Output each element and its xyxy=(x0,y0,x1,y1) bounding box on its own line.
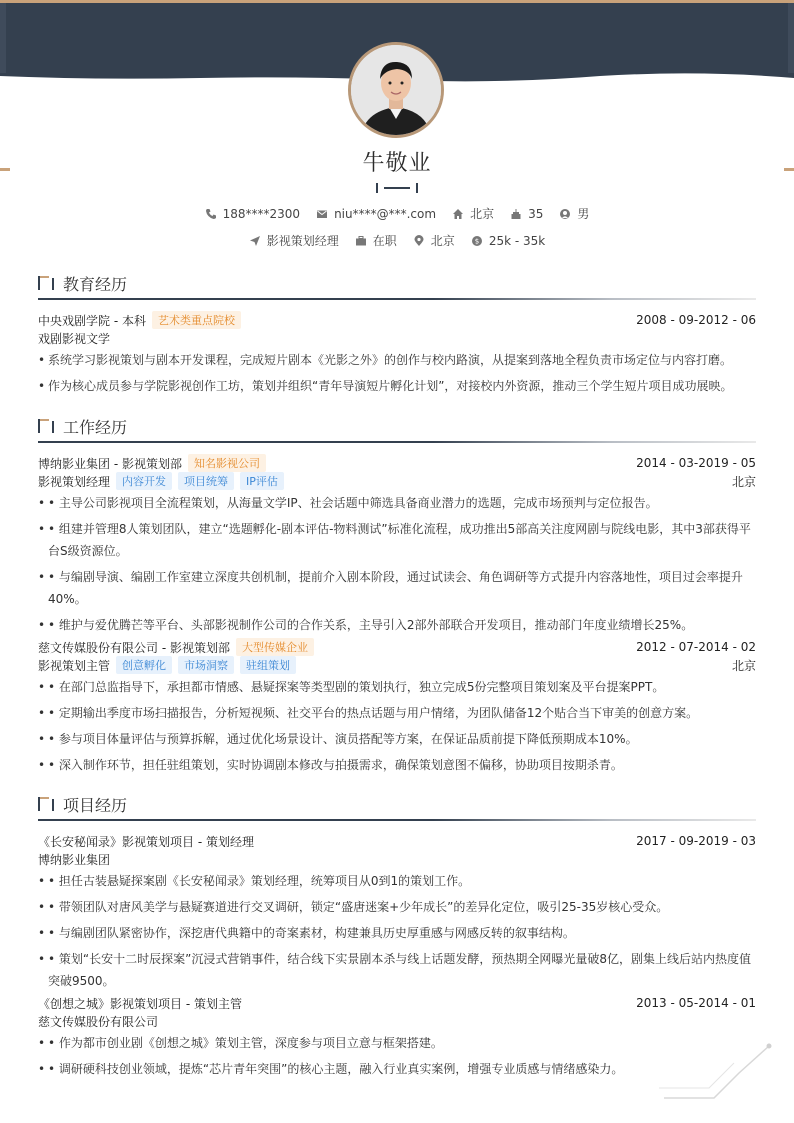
svg-text:$: $ xyxy=(474,237,480,245)
section-divider xyxy=(38,441,756,443)
target-city-item xyxy=(413,232,455,249)
avatar xyxy=(348,42,444,138)
avatar-portrait-icon xyxy=(351,45,441,135)
school-tag: 艺术类重点院校 xyxy=(152,311,241,329)
education-major: 戏剧影视文学 xyxy=(38,331,111,346)
section-mark-icon xyxy=(38,276,56,290)
section-projects-label: 项目经历 xyxy=(63,796,128,815)
company-name: 慈文传媒股份有限公司 - 影视策划部 xyxy=(38,640,230,655)
home-icon xyxy=(452,208,464,220)
work-date: 2012 - 07-2014 - 02 xyxy=(636,640,756,654)
gender-icon xyxy=(559,208,571,220)
salary-text: 25k - 35k xyxy=(488,233,546,248)
list-item: • • 策划“长安十二时辰探案”沉浸式营销事件，结合线下实景剧本杀与线上话题发酵，预热期全网曝光量破8亿，剧集上线后站内热度值突破9500。 xyxy=(38,948,756,992)
skill-tag: 创意孵化 xyxy=(116,656,172,674)
location-item xyxy=(452,205,494,222)
list-item: • 系统学习影视策划与剧本开发课程，完成短片剧本《光影之外》的创作与校内路演，从提案到落地全程负责市场定位与内容打磨。 xyxy=(38,349,756,371)
list-item: • 作为核心成员参与学院影视创作工坊，策划并组织“青年导演短片孵化计划”，对接校内外资源，推动三个学生短片项目成功展映。 xyxy=(38,375,756,397)
list-item: • • 与编剧导演、编剧工作室建立深度共创机制，提前介入剧本阶段，通过试读会、角色调研等方式提升内容落地性，项目过会率提升40%。 xyxy=(38,566,756,610)
project-title: 《创想之城》影视策划项目 - 策划主管 xyxy=(38,996,242,1011)
list-item: • • 在部门总监指导下，承担都市情感、悬疑探案等类型剧的策划执行，独立完成5份完整项目策划案及平台提案PPT。 xyxy=(38,676,756,698)
cake-icon xyxy=(510,208,522,220)
list-item: • • 带领团队对唐风美学与悬疑赛道进行交叉调研，锁定“盛唐迷案+少年成长”的差异化定位，吸引25-35岁核心受众。 xyxy=(38,896,756,918)
education-entry xyxy=(38,311,756,401)
phone-item xyxy=(205,207,300,221)
list-item: • • 深入制作环节，担任驻组策划，实时协调剧本修改与拍摄需求，确保策划意图不偏移，协助项目按期杀青。 xyxy=(38,754,756,776)
job-target-item xyxy=(249,232,339,249)
skill-tag: 市场洞察 xyxy=(178,656,234,674)
phone-icon xyxy=(205,208,217,220)
list-item: • • 与编剧团队紧密协作，深挖唐代典籍中的奇案素材，构建兼具历史厚重感与网感反转的叙事结构。 xyxy=(38,922,756,944)
project-date: 2017 - 09-2019 - 03 xyxy=(636,834,756,848)
section-work-title xyxy=(38,415,756,439)
project-entry xyxy=(38,994,756,1084)
section-work-label: 工作经历 xyxy=(63,418,128,437)
name-divider-ornament xyxy=(376,183,418,193)
section-mark-icon xyxy=(38,797,56,811)
skill-tag: 驻组策划 xyxy=(240,656,296,674)
job-intent-row xyxy=(0,232,794,249)
candidate-name: 牛敬业 xyxy=(362,151,432,176)
email-text: niu****@***.com xyxy=(334,206,437,221)
skill-tag: 内容开发 xyxy=(116,472,172,490)
list-item: • • 定期输出季度市场扫描报告，分析短视频、社交平台的热点话题与用户情绪，为团队储备12个贴合当下审美的创意方案。 xyxy=(38,702,756,724)
job-target-text: 影视策划经理 xyxy=(266,234,339,248)
work-entry xyxy=(38,454,756,640)
list-item: • • 调研硬科技创业领域，提炼“芯片青年突围”的核心主题，融入行业真实案例，增强专业质感与情绪感染力。 xyxy=(38,1058,756,1080)
money-icon xyxy=(471,235,483,247)
gender-text: 男 xyxy=(577,207,590,221)
age-text: 35 xyxy=(528,206,544,221)
company-name: 博纳影业集团 - 影视策划部 xyxy=(38,456,182,471)
work-entry xyxy=(38,638,756,780)
list-item: • • 组建并管理8人策划团队，建立“选题孵化-剧本评估-物料测试”标准化流程，成功推出5部高关注度网剧与院线电影，其中3部获得平台S级资源位。 xyxy=(38,518,756,562)
gender-item xyxy=(559,205,589,222)
project-entry xyxy=(38,832,756,996)
status-text: 在职 xyxy=(372,234,397,248)
location-text: 北京 xyxy=(470,207,495,221)
school-name: 中央戏剧学院 - 本科 xyxy=(38,313,146,328)
list-item: • • 作为都市创业剧《创想之城》策划主管，深度参与项目立意与框架搭建。 xyxy=(38,1032,756,1054)
section-mark-icon xyxy=(38,419,56,433)
work-city: 北京 xyxy=(731,658,756,673)
salary-item xyxy=(471,234,545,248)
status-item xyxy=(355,232,397,249)
project-org: 博纳影业集团 xyxy=(38,852,111,867)
list-item: • • 主导公司影视项目全流程策划，从海量文学IP、社会话题中筛选具备商业潜力的选题，完成市场预判与定位报告。 xyxy=(38,492,756,514)
age-item xyxy=(510,207,543,221)
section-projects-title xyxy=(38,793,756,817)
work-city: 北京 xyxy=(731,474,756,489)
corner-decoration xyxy=(659,1018,774,1103)
send-icon xyxy=(249,235,261,247)
skill-tag: IP评估 xyxy=(240,472,284,490)
project-org: 慈文传媒股份有限公司 xyxy=(38,1014,159,1029)
list-item: • • 担任古装悬疑探案剧《长安秘闻录》策划经理，统筹项目从0到1的策划工作。 xyxy=(38,870,756,892)
list-item: • • 维护与爱优腾芒等平台、头部影视制作公司的合作关系，主导引入2部外部联合开发项目，推动部门年度业绩增长25%。 xyxy=(38,614,756,636)
project-date: 2013 - 05-2014 - 01 xyxy=(636,996,756,1010)
education-date: 2008 - 09-2012 - 06 xyxy=(636,313,756,327)
section-divider xyxy=(38,819,756,821)
email-item xyxy=(316,207,436,221)
work-role: 影视策划经理 xyxy=(38,474,111,489)
work-date: 2014 - 03-2019 - 05 xyxy=(636,456,756,470)
company-tag: 知名影视公司 xyxy=(188,454,266,472)
section-education-label: 教育经历 xyxy=(63,275,128,294)
work-role: 影视策划主管 xyxy=(38,658,111,673)
list-item: • • 参与项目体量评估与预算拆解，通过优化场景设计、演员搭配等方案，在保证品质前提下降低预期成本10%。 xyxy=(38,728,756,750)
map-pin-icon xyxy=(413,235,425,247)
skill-tag: 项目统筹 xyxy=(178,472,234,490)
section-divider xyxy=(38,298,756,300)
phone-text: 188****2300 xyxy=(222,206,301,221)
project-title: 《长安秘闻录》影视策划项目 - 策划经理 xyxy=(38,834,254,849)
company-tag: 大型传媒企业 xyxy=(236,638,314,656)
briefcase-icon xyxy=(355,235,367,247)
target-city-text: 北京 xyxy=(430,234,455,248)
contact-row xyxy=(0,205,794,222)
mail-icon xyxy=(316,208,328,220)
section-education-title xyxy=(38,272,756,296)
